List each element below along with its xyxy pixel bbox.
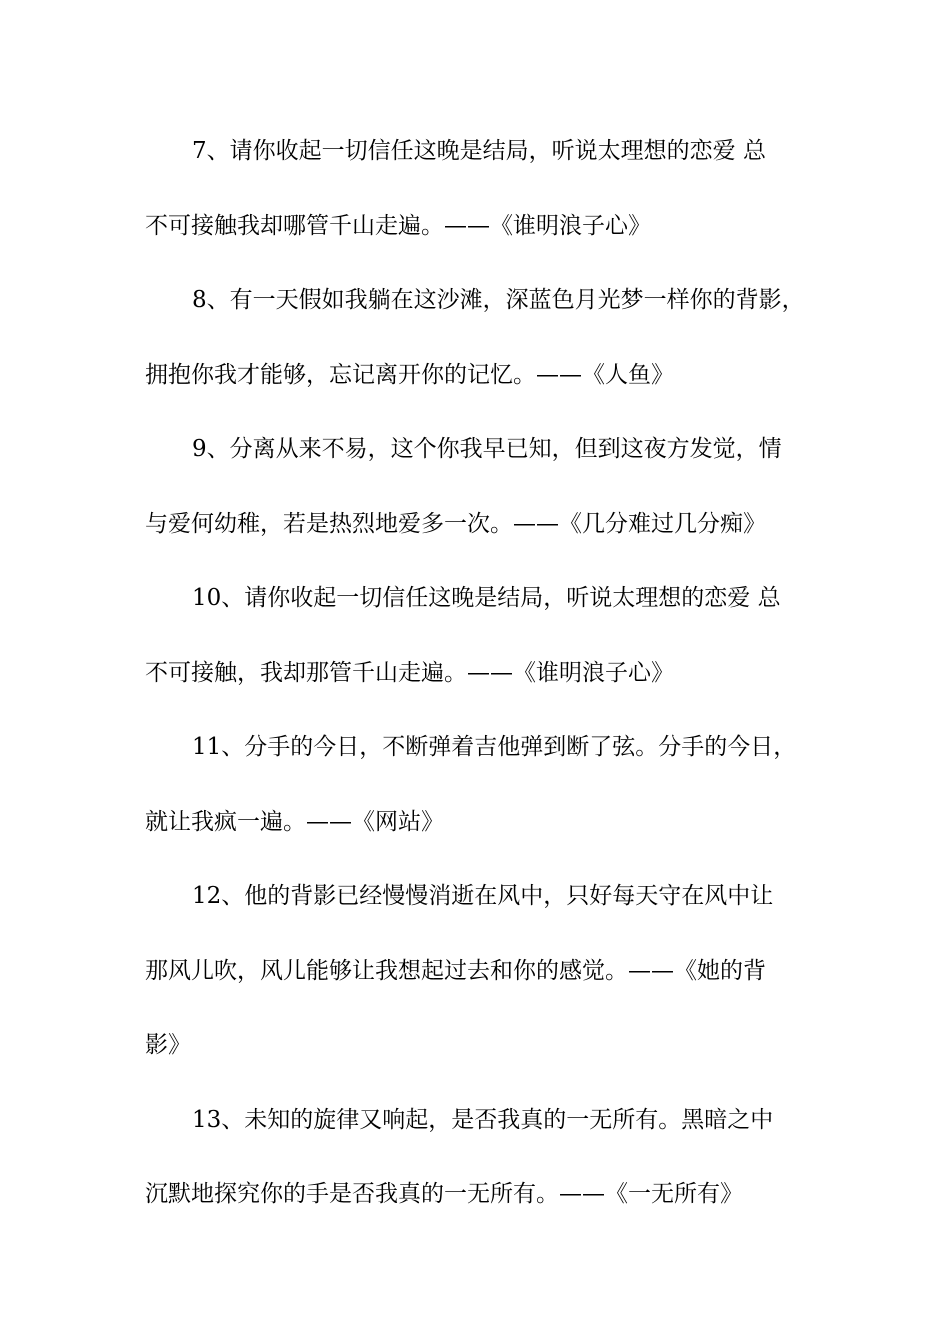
text-line-12: 那风儿吹，风儿能够让我想起过去和你的感觉。——《她的背 <box>145 957 766 984</box>
text-line-6: 与爱何幼稚，若是热烈地爱多一次。——《几分难过几分痴》 <box>145 510 766 537</box>
text-line-7: 10、请你收起一切信任这晚是结局，听说太理想的恋爱 总 <box>192 585 781 611</box>
text-line-15: 沉默地探究你的手是否我真的一无所有。——《一无所有》 <box>145 1181 743 1207</box>
text-line-5: 9、分离从来不易，这个你我早已知，但到这夜方发觉，情 <box>192 436 782 462</box>
text-line-9: 11、分手的今日，不断弹着吉他弹到断了弦。分手的今日， <box>192 734 797 760</box>
text-line-10: 就让我疯一遍。——《网站》 <box>145 808 444 835</box>
text-line-1: 7、请你收起一切信任这晚是结局，听说太理想的恋爱 总 <box>192 138 766 164</box>
text-line-11: 12、他的背影已经慢慢消逝在风中，只好每天守在风中让 <box>192 883 774 909</box>
text-line-2: 不可接触我却哪管千山走遍。——《谁明浪子心》 <box>145 212 651 239</box>
document-body <box>145 133 810 1251</box>
text-line-13: 影》 <box>145 1032 191 1058</box>
text-line-4: 拥抱你我才能够，忘记离开你的记忆。——《人鱼》 <box>145 361 674 388</box>
text-line-8: 不可接触，我却那管千山走遍。——《谁明浪子心》 <box>145 659 674 686</box>
text-line-3: 8、有一天假如我躺在这沙滩，深蓝色月光梦一样你的背影， <box>192 287 805 313</box>
text-line-14: 13、未知的旋律又响起，是否我真的一无所有。黑暗之中 <box>192 1106 774 1133</box>
